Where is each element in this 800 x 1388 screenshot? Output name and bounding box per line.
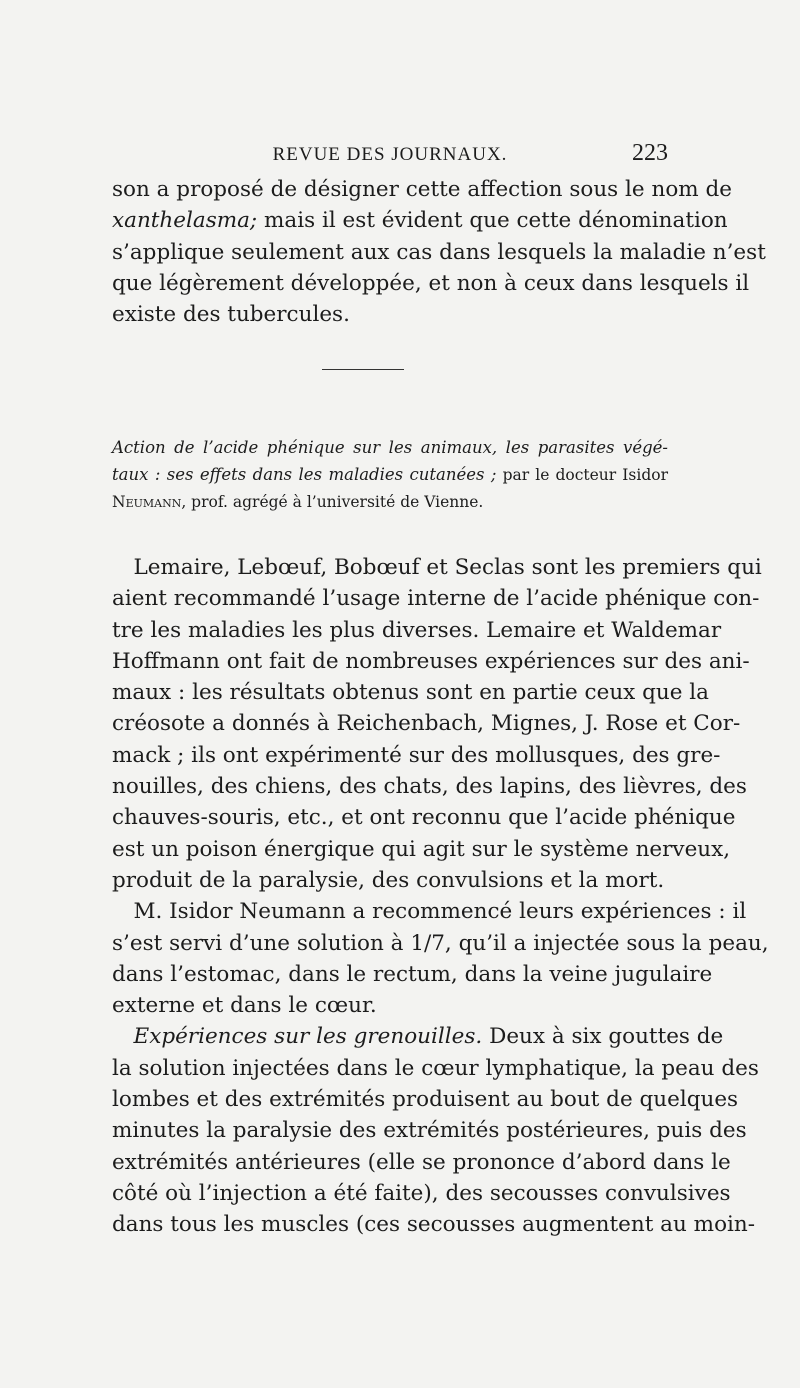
text-line: existe des tubercules.: [112, 302, 350, 328]
heading-line: Action de l’acide phénique sur les animaux, les parasites végé-: [112, 438, 668, 457]
text-line: tre les maladies les plus diverses. Lemaire et Waldemar: [112, 617, 722, 643]
heading-line: taux : ses effets dans les maladies cutanées ; par le docteur Isidor: [112, 465, 668, 484]
text-line: dans l’estomac, dans le rectum, dans la veine jugulaire: [112, 961, 713, 987]
text-line: xanthelasma; mais il est évident que cette dénomination: [112, 208, 728, 234]
heading-line: Neumann, prof. agrégé à l’université de Vienne.: [112, 493, 484, 511]
text-line: que légèrement développée, et non à ceux dans lesquels il: [112, 270, 750, 296]
italic-subheading: Expériences sur les grenouilles.: [133, 1024, 483, 1050]
running-header: [112, 140, 668, 170]
article-heading: [112, 434, 668, 515]
text-line: mack ; ils ont expérimenté sur des mollusques, des gre-: [112, 742, 721, 768]
text-line: externe et dans le cœur.: [112, 993, 377, 1019]
text-line: Hoffmann ont fait de nombreuses expériences sur des ani-: [112, 648, 750, 674]
text-line: dans tous les muscles (ces secousses augmentent au moin-: [112, 1212, 755, 1238]
text-line: produit de la paralysie, des convulsions et la mort.: [112, 867, 665, 893]
paragraph-continuation: [112, 174, 766, 330]
text-line: lombes et des extrémités produisent au bout de quelques: [112, 1087, 739, 1113]
text-line: s’est servi d’une solution à 1/7, qu’il a injectée sous la peau,: [112, 930, 769, 956]
text-line: côté où l’injection a été faite), des secousses convulsives: [112, 1180, 731, 1206]
text-line: extrémités antérieures (elle se prononce d’abord dans le: [112, 1149, 731, 1175]
text-line: créosote a donnés à Reichenbach, Mignes, J. Rose et Cor-: [112, 711, 741, 737]
header-title: REVUE DES JOURNAUX.: [272, 144, 508, 165]
text-line: nouilles, des chiens, des chats, des lapins, des lièvres, des: [112, 774, 747, 800]
text-line: aient recommandé l’usage interne de l’acide phénique con-: [112, 586, 760, 612]
text-line: maux : les résultats obtenus sont en partie ceux que la: [112, 680, 709, 706]
text-line: la solution injectées dans le cœur lymphatique, la peau des: [112, 1055, 759, 1081]
article-body: [112, 552, 769, 1241]
text-line: chauves-souris, etc., et ont reconnu que l’acide phénique: [112, 805, 736, 831]
page-number: 223: [632, 140, 668, 166]
text-line: M. Isidor Neumann a recommencé leurs expériences : il: [133, 899, 747, 925]
author-name: Neumann: [112, 493, 182, 511]
text-line: son a proposé de désigner cette affection sous le nom de: [112, 177, 732, 202]
text-line: Lemaire, Lebœuf, Bobœuf et Seclas sont les premiers qui: [133, 555, 762, 580]
text-line: s’applique seulement aux cas dans lesquels la maladie n’est: [112, 239, 766, 265]
section-divider: [322, 369, 404, 370]
text-line: minutes la paralysie des extrémités postérieures, puis des: [112, 1118, 747, 1144]
text-line: Expériences sur les grenouilles. Deux à six gouttes de: [133, 1024, 724, 1050]
italic-term: xanthelasma;: [112, 208, 258, 234]
text-line: est un poison énergique qui agit sur le système nerveux,: [112, 836, 731, 862]
